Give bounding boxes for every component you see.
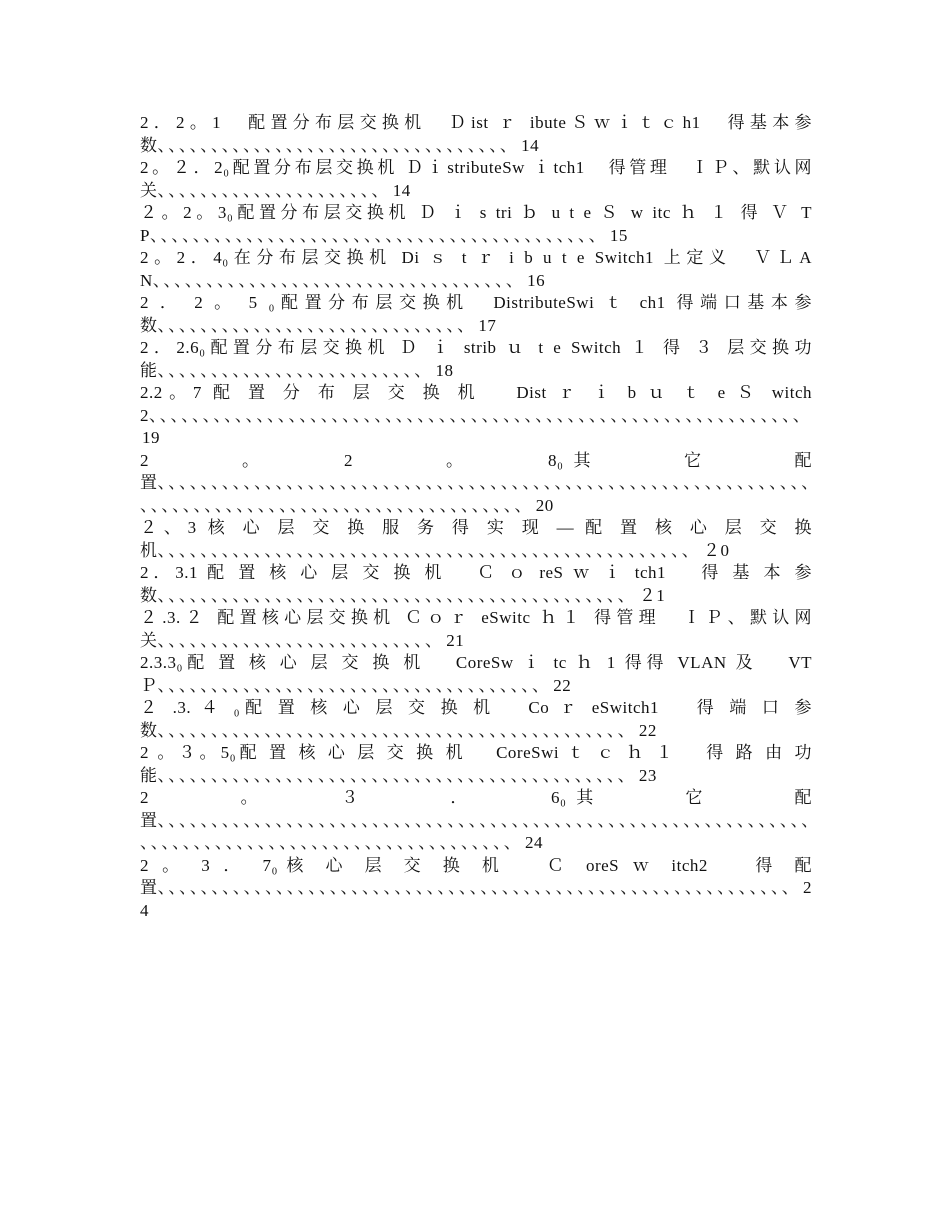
toc-entry-page: 17 [478,315,497,335]
toc-entry [140,652,812,697]
toc-entry-leader: 、、、、、、、、、、、、、、、、、、、、、、、、、、、、、、、、、、、、、、、、、、、、、、、、、、、、、、、、、、、、、、、、、、、、、、、、、、、、、、、、、、、、、、、、、、、、、、、、 [140,810,812,852]
toc-entry-title: ２.3.２ 配置核心层交换机 Ｃｏｒ eSwitc ｈ１ 得管理 ＩＰ、默认网关 [140,608,812,650]
toc-entry [140,157,812,202]
toc-entry-leader: 、、、、、、、、、、、、、、、、、、、、、、、、、、、、、、、、、、、、、、、、、、、、 [157,585,637,605]
toc-entry-page: 16 [527,270,546,290]
toc-entry-title: 2．2。1 配置分布层交换机 Ｄist ｒ ibuteＳｗｉｔｃh1 得基本参数 [140,113,812,155]
toc-entry [140,247,812,292]
toc-entry-title: 2．2.6₀配置分布层交换机 Ｄ ｉ strib ｕ t e Switch １ 得 ３ 层交换功能 [140,338,812,380]
toc-entry-leader: 、、、、、、、、、、、、、、、、、、、、、、、、、、、、、、、、、、、、、、、、、、、、、、、、、、、、、、、、、、、、、、、、、、、、、、、、、、、、、、、、、、、、、、、、、、、、、、、、、 [140,473,812,515]
toc-entry-leader: 、、、、、、、、、、、、、、、、、、、、、、、、、、、、、、、、、、、、、、、、、、 [149,225,608,245]
toc-entry-leader: 、、、、、、、、、、、、、、、、、、、、、、、、、、、、、、、、、、、、、、、、、、、、、、、、、、、、、、、、、、、、、 [149,405,812,425]
toc-entry-page: 22 [638,720,657,740]
toc-entry-leader: 、、、、、、、、、、、、、、、、、、、、、、、、、、、、、、、、、、、、、、、、、、、、 [157,765,637,785]
toc-entry-title: ２。2。3₀配置分布层交换机 Ｄ ｉ s tri ｂ u t e Ｓ w itc ｈ １ 得 Ｖ TP [140,203,812,245]
toc-entry-leader: 、、、、、、、、、、、、、、、、、、、、、、、、、、、、、、、、、 [157,135,520,155]
toc-entry [140,517,812,562]
toc-entry-page: 22 [553,675,572,695]
toc-entry [140,112,812,157]
toc-entry-leader: 、、、、、、、、、、、、、、、、、、、、、、、、、 [157,360,434,380]
toc-entry-page: ２1 [638,585,666,605]
toc-entry-leader: 、、、、、、、、、、、、、、、、、、、、、、、、、、、、、、、、、、、、、、、、、、、、 [157,720,637,740]
toc-entry [140,855,812,923]
toc-entry-title: ２、3 核 心 层 交 换 服 务 得 实 现 — 配 置 核 心 层 交 换 机 [140,518,812,560]
toc-entry-title: 2 。 ３ ． 6₀其 它 配 置 [140,788,865,830]
toc-entry-page: 23 [638,765,657,785]
toc-entry-page: 20 [535,495,554,515]
toc-entry [140,787,865,855]
toc-entry-title: 2 。 3 ． 7₀核 心 层 交 换 机 Ｃ oreS ｗ itch2 得 配 置 [140,855,812,897]
toc-entry-leader: 、、、、、、、、、、、、、、、、、、、、、、、、、、、、、、、、、、 [152,270,526,290]
toc-entry [140,382,812,450]
toc-entry-page: 19 [142,428,160,447]
toc-entry-title: 2.2。7 配 置 分 布 层 交 换 机 Dist ｒ ｉ b ｕ ｔ e Ｓ witch2 [140,383,812,425]
toc-entry-title: 2。2．4₀在分布层交换机 Di ｓ t ｒ i b u t e Switch1 上定义 ＶＬAN [140,248,812,290]
toc-entry-page: 14 [392,180,411,200]
table-of-contents [140,112,865,922]
toc-entry [140,697,812,742]
toc-entry-title: 2。２．2₀配置分布层交换机 ＤｉstributeSw ｉtch1 得管理 ＩＰ、默认网关 [140,158,812,200]
toc-entry-leader: 、、、、、、、、、、、、、、、、、、、、、、、、、、、、、、、、、、、、 [157,675,552,695]
toc-entry-title: ２ .3. ４ ₀配 置 核 心 层 交 换 机 Co ｒ eSwitch1 得 端 口 参 数 [140,698,812,740]
toc-entry [140,562,812,607]
toc-entry-leader: 、、、、、、、、、、、、、、、、、、、、、、、、、、、、、 [157,315,477,335]
toc-entry-title: 2.3.3₀配 置 核 心 层 交 换 机 CoreSw ｉ tc ｈ 1 得得 VLAN 及 VT Ｐ [140,653,812,695]
toc-entry-leader: 、、、、、、、、、、、、、、、、、、、、、、、、、、、、、、、、、、、、、、、、、、、、、、、、、、、、、、、、、、、 [157,878,801,897]
toc-entry-page: 21 [446,630,465,650]
toc-entry-page: 24 [140,878,812,920]
toc-entry-leader: 、、、、、、、、、、、、、、、、、、、、、 [157,180,391,200]
toc-entry [140,337,812,382]
toc-entry-title: 2 。 2 。 8₀其 它 配 置 [140,450,865,492]
toc-entry-leader: 、、、、、、、、、、、、、、、、、、、、、、、、、、 [157,630,445,650]
toc-entry-title: 2 。３。5₀配 置 核 心 层 交 换 机 CoreSwi ｔ ｃ ｈ １ 得 路 由 功 能 [140,743,812,785]
toc-entry-leader: 、、、、、、、、、、、、、、、、、、、、、、、、、、、、、、、、、、、、、、、、、、、、、、、、、、 [157,540,701,560]
toc-entry-page: 15 [609,225,628,245]
toc-entry [140,292,812,337]
toc-entry [140,450,865,518]
toc-entry [140,202,812,247]
toc-entry-page: 14 [521,135,540,155]
toc-entry-page: ２0 [703,540,730,560]
toc-entry-page: 24 [525,833,543,852]
toc-entry-page: 18 [435,360,454,380]
toc-entry-title: 2 ． 2 。 5 ₀配置分布层交换机 DistributeSwi ｔ ch1 得端口基本参数 [140,293,812,335]
toc-entry [140,742,812,787]
toc-entry [140,607,812,652]
toc-entry-title: 2．3.1 配 置 核 心 层 交 换 机 Ｃ ｏ reS ｗ ｉ tch1 得 基 本 参 数 [140,563,812,605]
